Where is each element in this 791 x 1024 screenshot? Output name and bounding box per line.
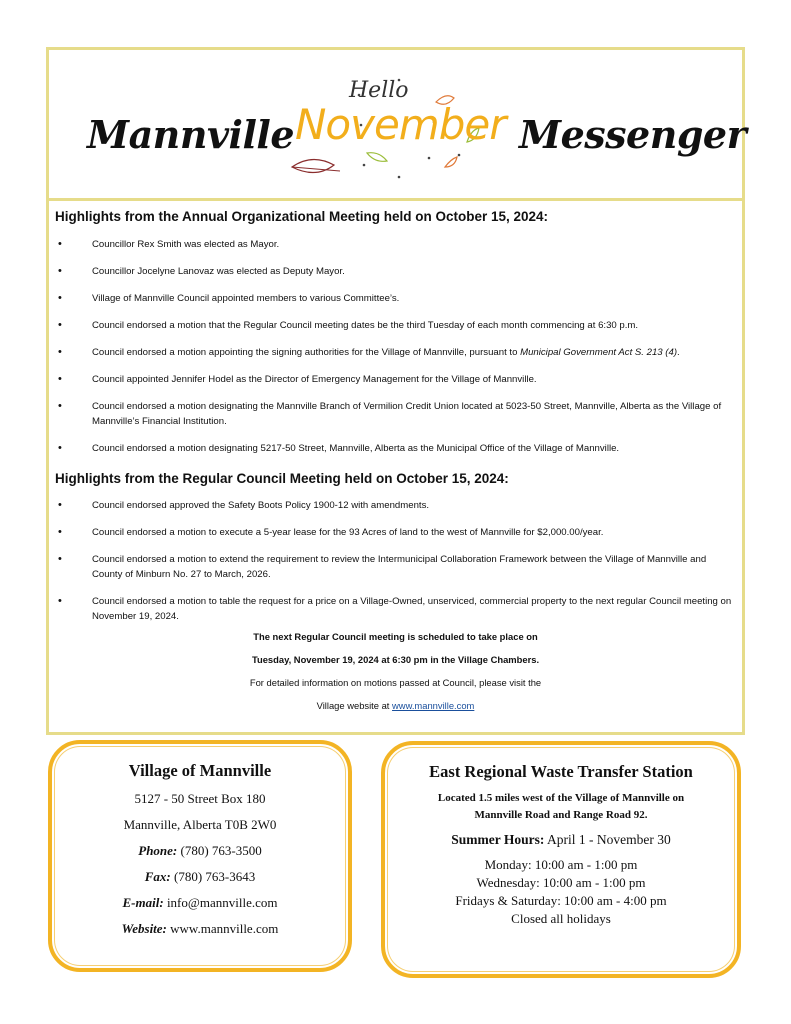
village-address-1: 5127 - 50 Street Box 180 [134,791,266,806]
notice-line-1: The next Regular Council meeting is scheduled to take place on [253,631,538,642]
list-item: • Council appointed Jennifer Hodel as the Director of Emergency Management for the Village of Mannville. [49,372,742,387]
notice-line-4: Village website at www.mannville.com [316,700,475,711]
masthead [49,50,747,201]
masthead-title-right: Messenger [519,112,747,157]
notice-line-3: For detailed information on motions passed at Council, please visit the [249,677,542,688]
regular-meeting-heading: Highlights from the Regular Council Meeting held on October 15, 2024: [55,471,509,486]
list-item: • Village of Mannville Council appointed members to various Committee’s. [49,291,742,306]
annual-meeting-heading: Highlights from the Annual Organizational Meeting held on October 15, 2024: [55,209,549,224]
masthead-hello: Hello [349,78,409,103]
village-contact-card [48,740,352,972]
waste-station-card [381,741,741,978]
notice-line-2: Tuesday, November 19, 2024 at 6:30 pm in the Village Chambers. [251,654,540,665]
list-item: • Council endorsed a motion designating the Mannville Branch of Vermilion Credit Union located at 5023-50 Street, Mannville, Alberta as the Village of Mannville’s Financial Institution. [49,399,742,429]
regular-meeting-list [49,498,742,636]
village-fax: Fax: (780) 763-3643 [144,869,256,884]
village-email: E-mail: info@mannville.com [122,895,278,910]
waste-location: Located 1.5 miles west of the Village of Mannville on Mannville Road and Range Road 92. [437,792,685,821]
list-item: • Council endorsed a motion that the Regular Council meeting dates be the third Tuesday of each month commencing at 6:30 p.m. [49,318,742,333]
website-link[interactable]: www.mannville.com [392,700,475,711]
village-phone: Phone: (780) 763-3500 [138,843,262,858]
hours-row: Fridays & Saturday: 10:00 am - 4:00 pm [455,893,667,908]
list-item: • Council endorsed a motion to table the request for a price on a Village-Owned, unserviced, commercial property to the next regular Council meeting on November 19, 2024. [49,594,742,624]
next-meeting-notice [49,631,742,723]
list-item: • Councillor Rex Smith was elected as Mayor. [49,237,742,252]
hours-row: Wednesday: 10:00 am - 1:00 pm [476,875,646,890]
annual-meeting-list [49,237,742,468]
hours-row: Monday: 10:00 am - 1:00 pm [484,857,638,872]
newsletter-frame [46,47,745,735]
list-item: • Council endorsed a motion designating 5217-50 Street, Mannville, Alberta as the Municipal Office of the Village of Mannville. [49,441,742,456]
village-website: Website: www.mannville.com [121,921,279,936]
list-item: • Council endorsed approved the Safety Boots Policy 1900-12 with amendments. [49,498,742,513]
waste-summer-hours: Summer Hours: April 1 - November 30 [451,832,671,847]
village-title: Village of Mannville [128,761,272,780]
masthead-month: November [295,100,506,149]
waste-title: East Regional Waste Transfer Station [429,762,693,781]
waste-hours-list [385,856,737,928]
masthead-title-left: Mannville [87,112,295,157]
village-address-2: Mannville, Alberta T0B 2W0 [123,817,277,832]
list-item: • Council endorsed a motion appointing the signing authorities for the Village of Mannville, pursuant to Municipal Government Act S. 213 (4). [49,345,742,360]
list-item: • Council endorsed a motion to execute a 5-year lease for the 93 Acres of land to the west of Mannville for $2,000.00/year. [49,525,742,540]
hours-row: Closed all holidays [511,911,611,926]
list-item: • Councillor Jocelyne Lanovaz was elected as Deputy Mayor. [49,264,742,279]
list-item: • Council endorsed a motion to extend the requirement to review the Intermunicipal Collaboration Framework between the Village of Mannville and County of Minburn No. 27 to March, 2026. [49,552,742,582]
